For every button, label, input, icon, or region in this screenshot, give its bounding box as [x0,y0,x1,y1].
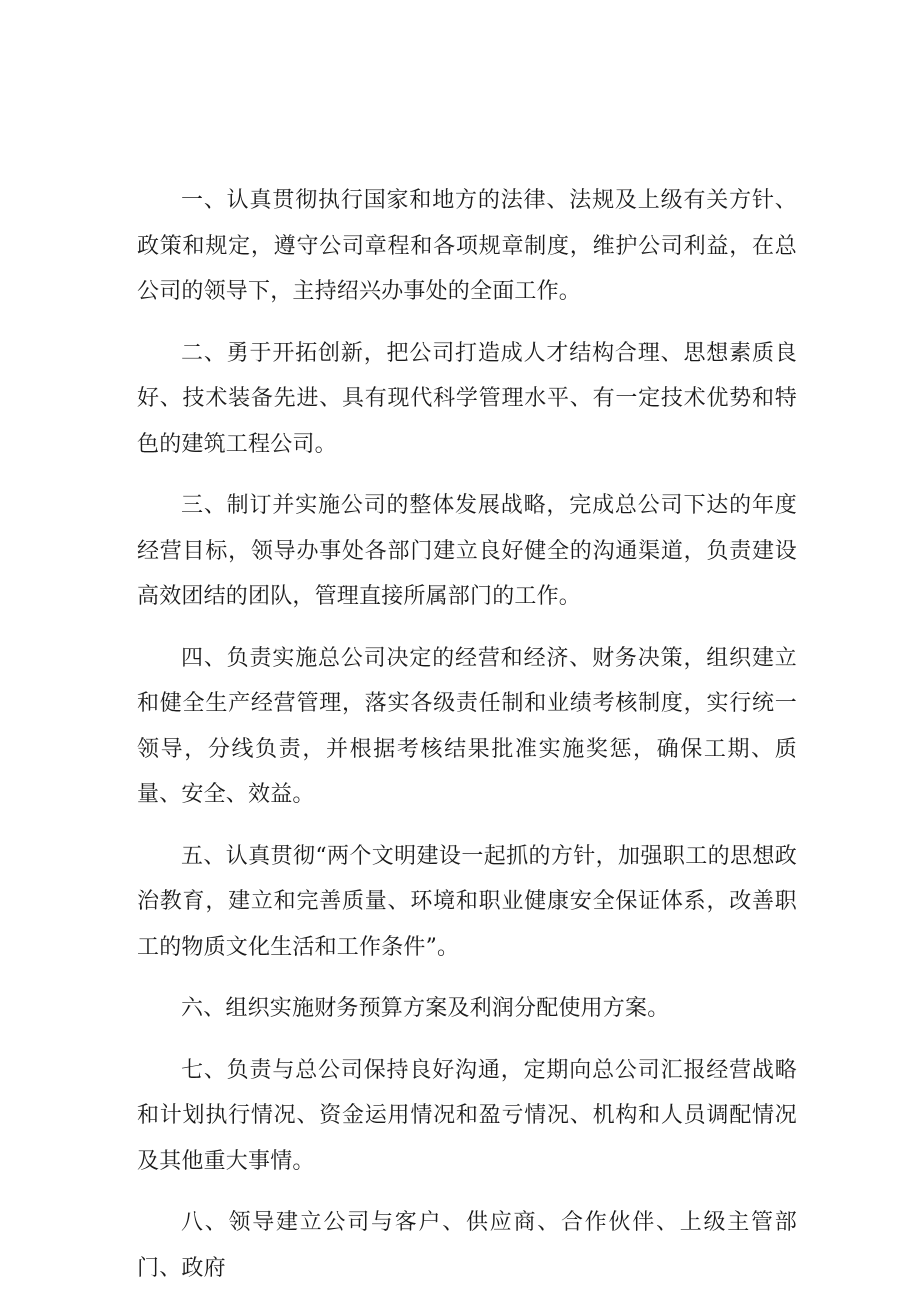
paragraph-1: 一、认真贯彻执行国家和地方的法律、法规及上级有关方针、政策和规定，遵守公司章程和各项规章制度，维护公司利益，在总公司的领导下，主持绍兴办事处的全面工作。 [137,188,797,304]
paragraph-5: 五、认真贯彻“两个文明建设一起抓的方针，加强职工的思想政治教育，建立和完善质量、环境和职业健康安全保证体系，改善职工的物质文化生活和工作条件”。 [137,843,797,960]
paragraph-8: 八、领导建立公司与客户、供应商、合作伙伴、上级主管部门、政府 [137,1210,797,1281]
paragraph-7: 七、负责与总公司保持良好沟通，定期向总公司汇报经营战略和计划执行情况、资金运用情况和盈亏情况、机构和人员调配情况及其他重大事情。 [137,1057,797,1174]
paragraph-3: 三、制订并实施公司的整体发展战略，完成总公司下达的年度经营目标，领导办事处各部门建立良好健全的沟通渠道，负责建设高效团结的团队，管理直接所属部门的工作。 [137,493,797,609]
paragraph-6: 六、组织实施财务预算方案及利润分配使用方案。 [181,996,670,1021]
document-body [137,178,797,1307]
paragraph-4: 四、负责实施总公司决定的经营和经济、财务决策，组织建立和健全生产经营管理，落实各级责任制和业绩考核制度，实行统一领导，分线负责，并根据考核结果批准实施奖惩，确保工期、质量、安全、效益。 [137,645,797,807]
paragraph-2: 二、勇于开拓创新，把公司打造成人才结构合理、思想素质良好、技术装备先进、具有现代科学管理水平、有一定技术优势和特色的建筑工程公司。 [137,340,797,457]
